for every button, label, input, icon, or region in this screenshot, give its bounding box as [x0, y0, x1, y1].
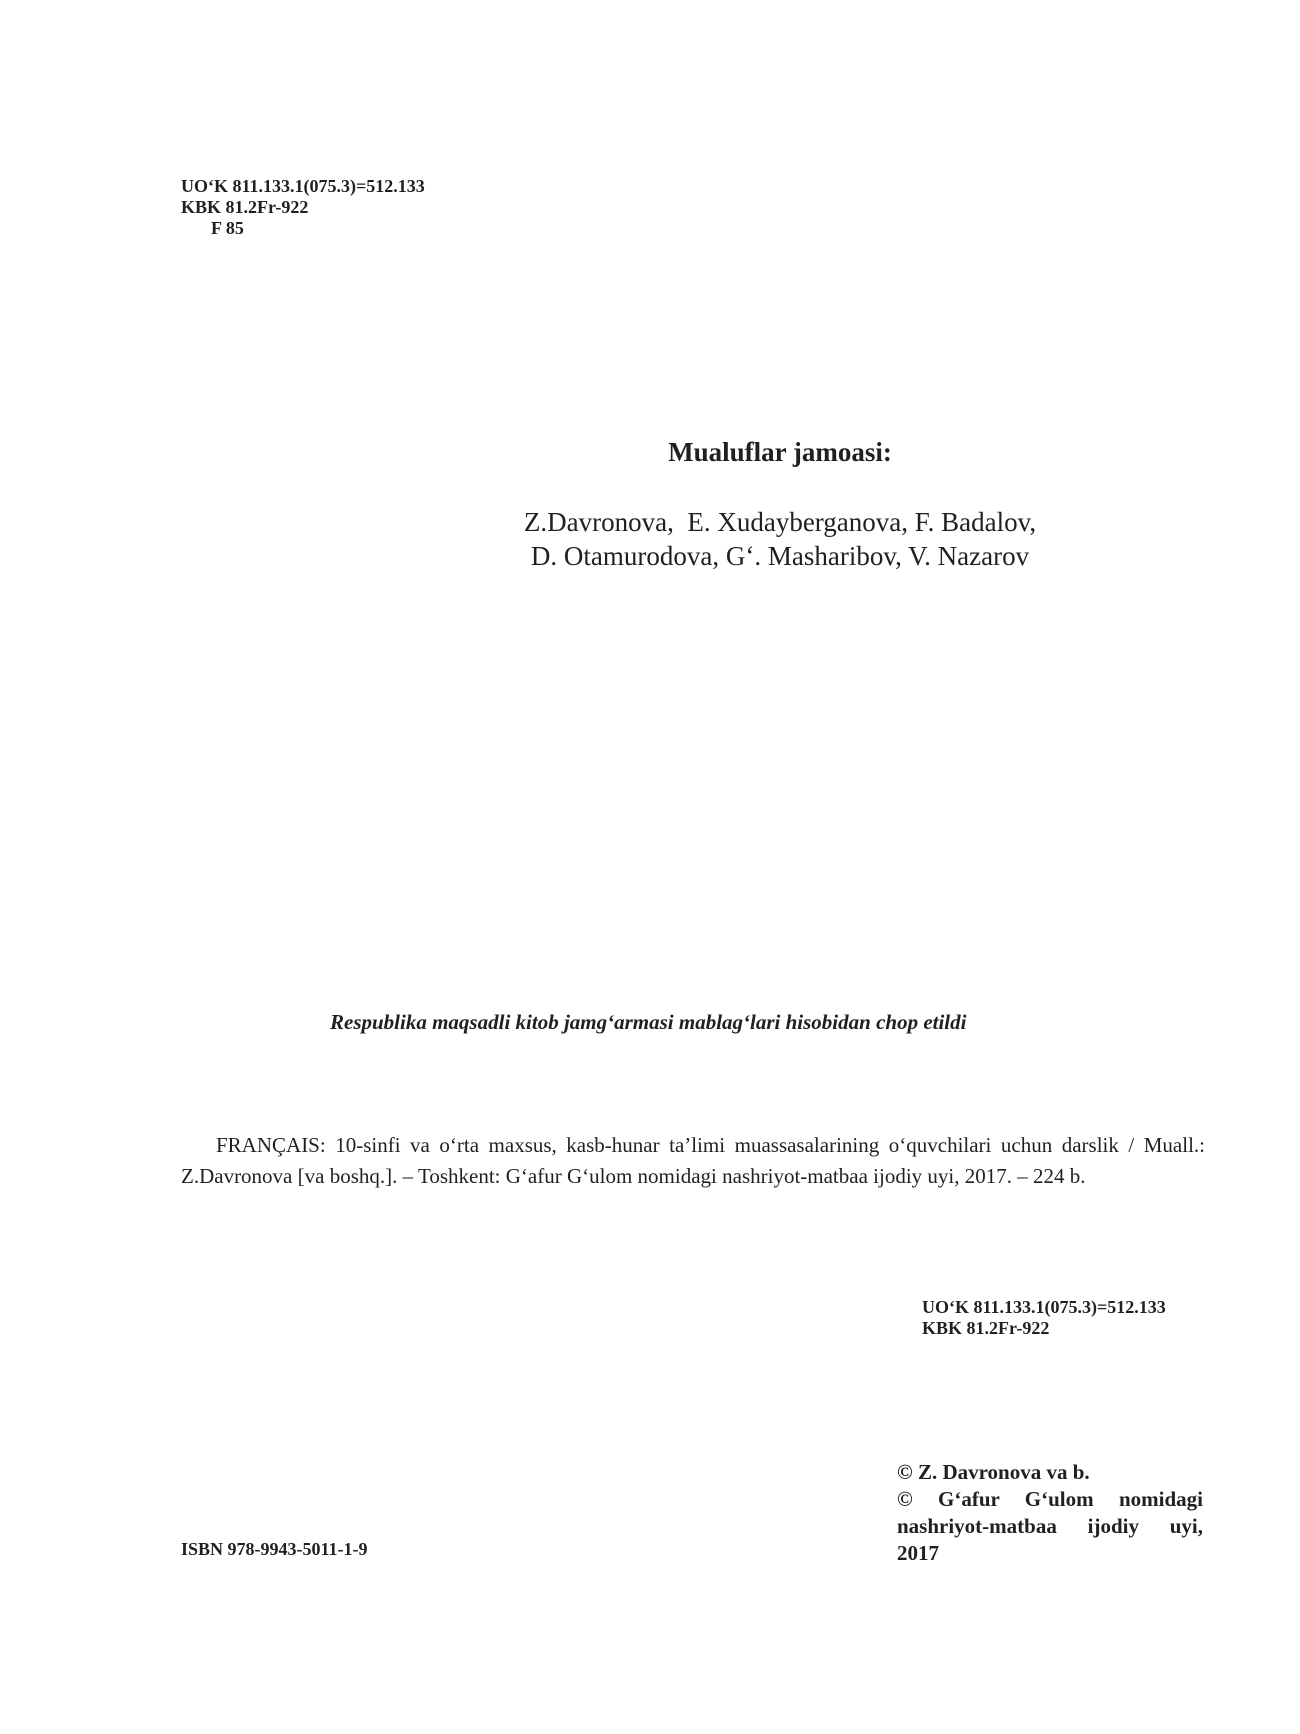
isbn: ISBN 978-9943-5011-1-9: [181, 1539, 368, 1559]
kbk-code: KBK 81.2Fr-922: [181, 197, 309, 217]
uok-code: UO‘K 811.133.1(075.3)=512.133: [181, 176, 425, 196]
udc-classification-bottom: [922, 1297, 1166, 1339]
bibliographic-record: FRANÇAIS: 10-sinfi va o‘rta maxsus, kasb-hunar ta’limi muassasalarining o‘quvchilari uchun darslik / Muall.: Z.Davronova [va boshq.]. – Toshkent: G‘afur G‘ulom nomidagi nashriyot-matbaa ijodiy uyi, 2017. – 224 b.: [181, 1133, 1205, 1188]
kbk-code-bottom: KBK 81.2Fr-922: [922, 1318, 1050, 1338]
uok-code-bottom: UO‘K 811.133.1(075.3)=512.133: [922, 1297, 1166, 1317]
udc-classification-top: [181, 176, 425, 239]
funding-note: Respublika maqsadli kitob jamg‘armasi mablag‘lari hisobidan chop etildi: [330, 1010, 967, 1034]
copyright-block: [897, 1459, 1203, 1567]
authors-list: [0, 505, 1300, 573]
authors-line-2: D. Otamurodova, G‘. Masharibov, V. Nazarov: [530, 541, 1030, 571]
authors-line-1: Z.Davronova, E. Xudayberganova, F. Badalov,: [523, 507, 1037, 537]
copyright-publisher-line-2: nashriyot-matbaa ijodiy uyi,: [897, 1514, 1203, 1538]
copyright-authors: © Z. Davronova va b.: [897, 1460, 1090, 1484]
author-mark: F 85: [211, 218, 244, 238]
copyright-publisher-line-1: © G‘afur G‘ulom nomidagi: [897, 1487, 1203, 1511]
copyright-year: 2017: [897, 1541, 939, 1565]
authors-heading: Mualuflar jamoasi:: [668, 437, 892, 467]
